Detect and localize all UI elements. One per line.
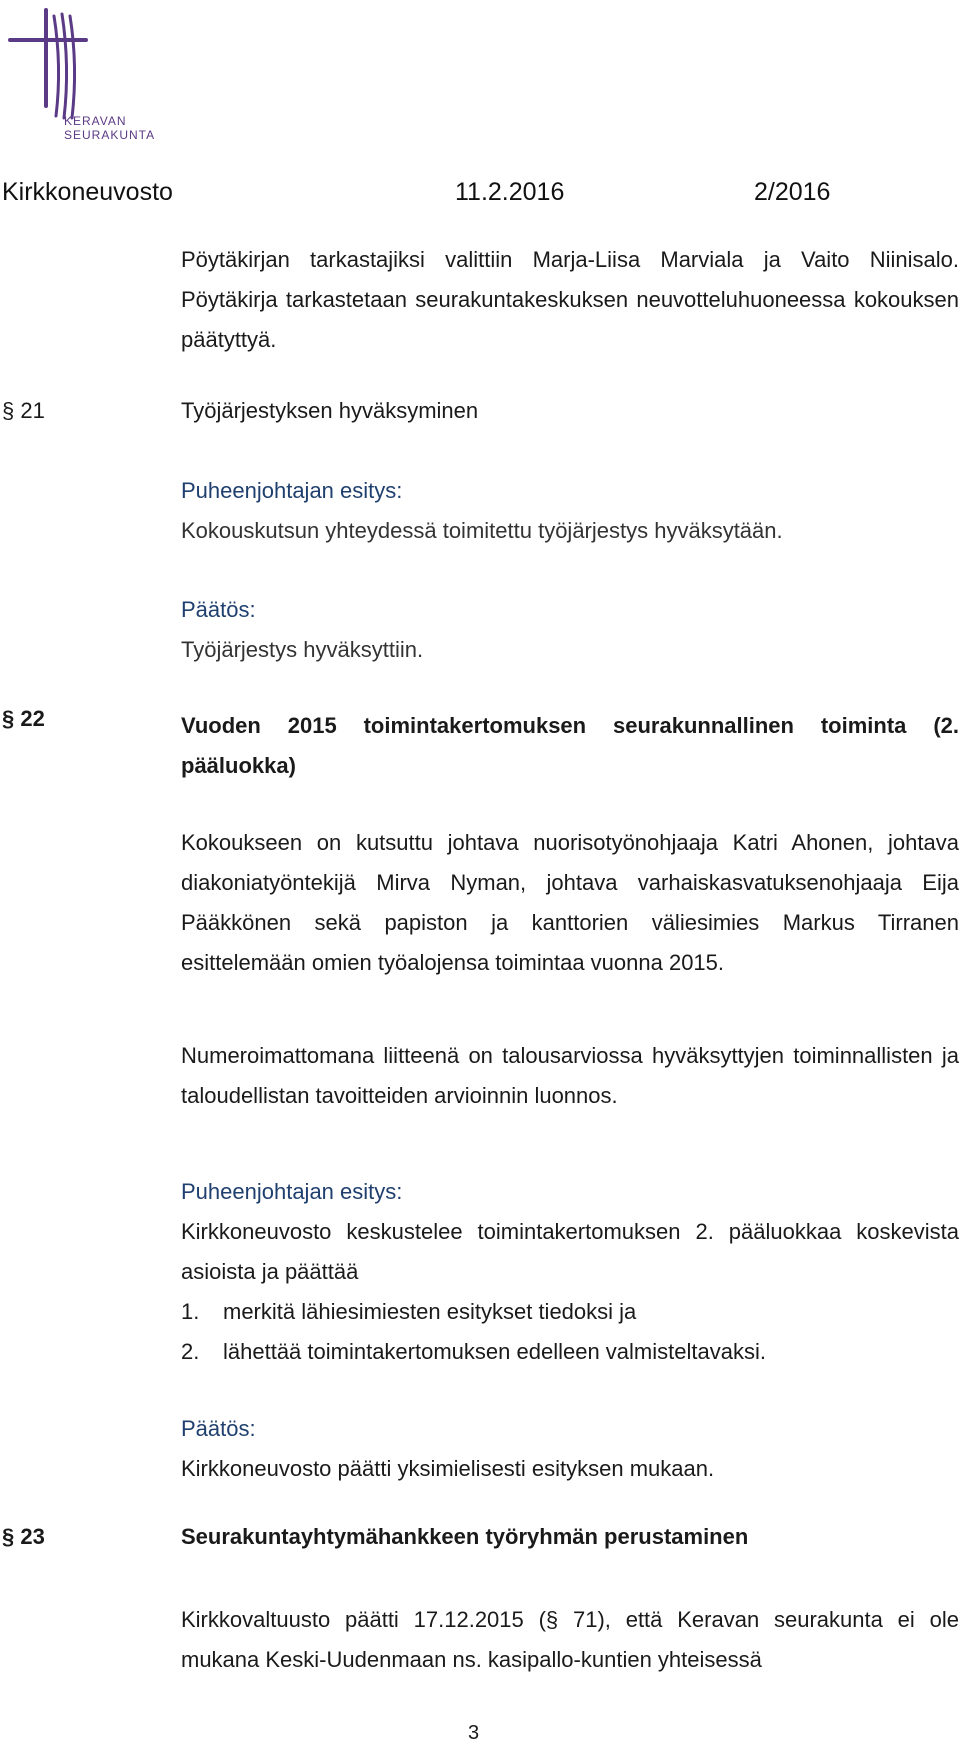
section-21-decision-text: Työjärjestys hyväksyttiin.: [181, 637, 424, 662]
list-item-number: 1.: [181, 1299, 200, 1324]
list-item-text: merkitä lähiesimiesten esitykset tiedoksi ja: [223, 1299, 637, 1324]
list-item-number: 2.: [181, 1339, 200, 1364]
section-21-proposal-text: Kokouskutsun yhteydessä toimitettu työjärjestys hyväksytään.: [181, 518, 783, 543]
logo-line-2: SEURAKUNTA: [64, 128, 156, 142]
list-item: [181, 1332, 959, 1372]
header-org: Kirkkoneuvosto: [2, 178, 173, 206]
list-item: [181, 1292, 959, 1332]
section-23-number: § 23: [2, 1524, 45, 1549]
section-22-body-2: Numeroimattomana liitteenä on talousarviossa hyväksyttyjen toiminnallisten ja taloudellistan tavoitteiden arvioinnin luonnos.: [181, 1043, 959, 1108]
section-22-body-1: Kokoukseen on kutsuttu johtava nuorisotyönohjaaja Katri Ahonen, johtava diakoniatyöntekijä Mirva Nyman, johtava varhaiskasvatuksenohjaaja Eija Pääkkönen sekä papiston ja kanttorien väliesimies Markus Tirranen esittelemään omien työalojensa toimintaa vuonna 2015.: [181, 830, 959, 975]
logo-line-1: KERAVAN: [64, 114, 127, 128]
list-item-text: lähettää toimintakertomuksen edelleen valmisteltavaksi.: [223, 1339, 766, 1364]
page-number: 3: [468, 1722, 480, 1744]
section-22-decision-label: Päätös:: [181, 1416, 256, 1441]
header-date: 11.2.2016: [455, 178, 565, 206]
section-22-decision-list: [181, 1292, 959, 1372]
section-21-title: Työjärjestyksen hyväksyminen: [181, 398, 479, 423]
section-22-proposal-label: Puheenjohtajan esitys:: [181, 1179, 403, 1204]
intro-paragraph: Pöytäkirjan tarkastajiksi valittiin Marja-Liisa Marviala ja Vaito Niinisalo. Pöytäkirja tarkastetaan seurakuntakeskuksen neuvotteluhuoneessa kokouksen päätyttyä.: [181, 247, 959, 352]
section-22-title: Vuoden 2015 toimintakertomuksen seurakunnallinen toiminta (2. pääluokka): [181, 713, 959, 778]
section-21-number: § 21: [2, 398, 45, 423]
section-22-proposal-text: Kirkkoneuvosto keskustelee toimintakertomuksen 2. pääluokkaa koskevista asioista ja päättää: [181, 1219, 959, 1284]
section-21-proposal-label: Puheenjohtajan esitys:: [181, 478, 403, 503]
section-23-title: Seurakuntayhtymähankkeen työryhmän perustaminen: [181, 1524, 749, 1549]
section-22-number: § 22: [2, 706, 45, 731]
header-number: 2/2016: [754, 178, 831, 206]
section-21-decision-label: Päätös:: [181, 597, 256, 622]
section-22-decision-text: Kirkkoneuvosto päätti yksimielisesti esityksen mukaan.: [181, 1456, 715, 1481]
logo-wordmark: [64, 114, 155, 142]
section-23-body-1: Kirkkovaltuusto päätti 17.12.2015 (§ 71), että Keravan seurakunta ei ole mukana Keski-Uudenmaan ns. kasipallo-kuntien yhteisessä: [181, 1607, 959, 1672]
